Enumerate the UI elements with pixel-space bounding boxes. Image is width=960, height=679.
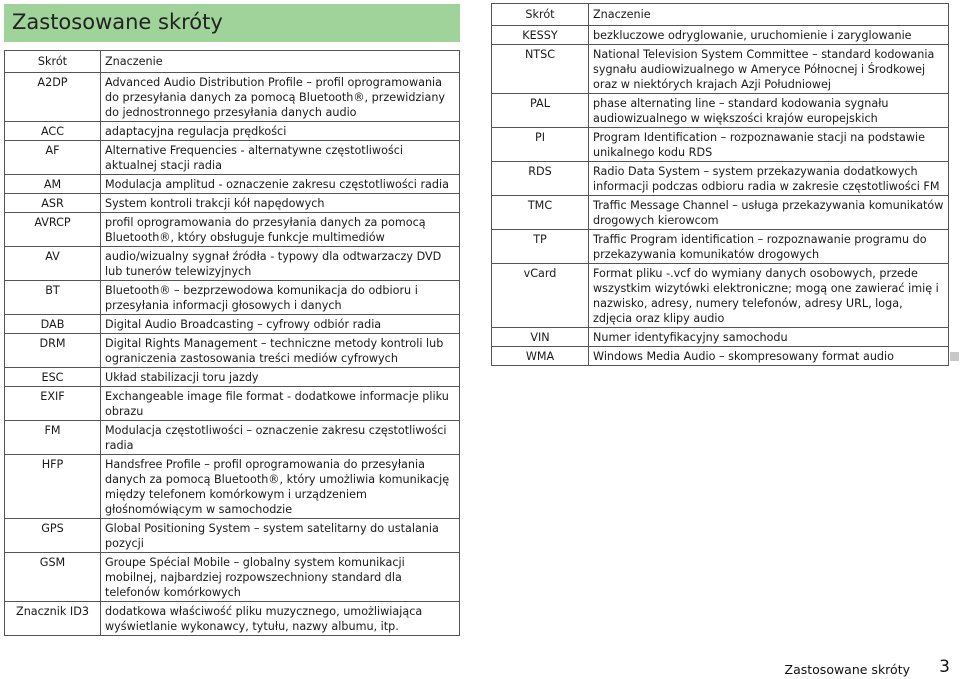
table-row — [5, 194, 460, 213]
abbreviation-cell: TMC — [492, 196, 589, 230]
abbreviation-cell: DAB — [5, 315, 101, 334]
table-row — [5, 368, 460, 387]
abbreviation-cell: A2DP — [5, 73, 101, 122]
meaning-cell: National Television System Committee – standard kodowania sygnału audiowizualnego w Ameryce Północnej i Środkowej oraz w niektórych krajach Azji Południowej — [589, 45, 949, 94]
abbreviation-cell: AM — [5, 175, 101, 194]
abbreviation-cell: EXIF — [5, 387, 101, 421]
abbreviation-cell: RDS — [492, 162, 589, 196]
abbreviation-cell: FM — [5, 421, 101, 455]
abbreviation-cell: BT — [5, 281, 101, 315]
abbreviation-cell: PI — [492, 128, 589, 162]
table-row — [492, 94, 949, 128]
table-row — [5, 553, 460, 602]
abbreviation-cell: ASR — [5, 194, 101, 213]
table-row — [5, 122, 460, 141]
table-row — [5, 334, 460, 368]
abbreviation-cell: DRM — [5, 334, 101, 368]
table-row — [5, 519, 460, 553]
meaning-cell: Exchangeable image file format - dodatkowe informacje pliku obrazu — [101, 387, 460, 421]
table-row — [5, 602, 460, 636]
table-header-row — [5, 51, 460, 73]
meaning-cell: Digital Audio Broadcasting – cyfrowy odbiór radia — [101, 315, 460, 334]
meaning-cell: Advanced Audio Distribution Profile – profil oprogramowania do przesyłania danych za pomocą Bluetooth®, przewidziany do jednostronnego przesyłania danych audio — [101, 73, 460, 122]
meaning-cell: Format pliku -.vcf do wymiany danych osobowych, przede wszystkim wizytówki elektroniczne; mogą one zawierać imię i nazwisko, adresy, numery telefonów, adresy URL, loga, zdjęcia oraz klipy audio — [589, 264, 949, 328]
abbreviations-table-right — [491, 3, 949, 366]
abbreviation-cell: AF — [5, 141, 101, 175]
table-row — [492, 196, 949, 230]
table-row — [5, 421, 460, 455]
abbreviation-cell: VIN — [492, 328, 589, 347]
table-row — [492, 347, 949, 366]
table-row — [492, 328, 949, 347]
meaning-cell: audio/wizualny sygnał źródła - typowy dla odtwarzaczy DVD lub tunerów telewizyjnych — [101, 247, 460, 281]
footer-section-title: Zastosowane skróty — [784, 662, 910, 677]
meaning-cell: dodatkowa właściwość pliku muzycznego, umożliwiająca wyświetlanie wykonawcy, tytułu, nazwy albumu, itp. — [101, 602, 460, 636]
table-row — [5, 281, 460, 315]
table-row — [5, 387, 460, 421]
table-row — [5, 315, 460, 334]
abbreviation-cell: GSM — [5, 553, 101, 602]
page-title: Zastosowane skróty — [4, 4, 460, 42]
meaning-cell: Radio Data System – system przekazywania dodatkowych informacji podczas odbioru radia w zakresie częstotliwości FM — [589, 162, 949, 196]
meaning-cell: Digital Rights Management – techniczne metody kontroli lub ograniczenia zastosowania treści mediów cyfrowych — [101, 334, 460, 368]
abbreviation-cell: ESC — [5, 368, 101, 387]
abbreviation-cell: Znacznik ID3 — [5, 602, 101, 636]
meaning-cell: Bluetooth® – bezprzewodowa komunikacja do odbioru i przesyłania informacji głosowych i danych — [101, 281, 460, 315]
abbreviations-table-left — [4, 50, 460, 636]
abbreviation-cell: AV — [5, 247, 101, 281]
column-header-meaning: Znaczenie — [101, 51, 460, 73]
meaning-cell: Modulacja częstotliwości – oznaczenie zakresu częstotliwości radia — [101, 421, 460, 455]
abbreviation-cell: TP — [492, 230, 589, 264]
meaning-cell: Global Positioning System – system satelitarny do ustalania pozycji — [101, 519, 460, 553]
abbreviation-cell: vCard — [492, 264, 589, 328]
abbreviation-cell: ACC — [5, 122, 101, 141]
table-row — [492, 264, 949, 328]
column-header-meaning: Znaczenie — [589, 4, 949, 26]
abbreviation-cell: AVRCP — [5, 213, 101, 247]
meaning-cell: Modulacja amplitud - oznaczenie zakresu częstotliwości radia — [101, 175, 460, 194]
table-row — [5, 247, 460, 281]
table-row — [5, 73, 460, 122]
table-header-row — [492, 4, 949, 26]
table-row — [5, 455, 460, 519]
meaning-cell: Alternative Frequencies - alternatywne częstotliwości aktualnej stacji radia — [101, 141, 460, 175]
meaning-cell: profil oprogramowania do przesyłania danych za pomocą Bluetooth®, który obsługuje funkcje multimediów — [101, 213, 460, 247]
meaning-cell: Układ stabilizacji toru jazdy — [101, 368, 460, 387]
meaning-cell: Handsfree Profile – profil oprogramowania do przesyłania danych za pomocą Bluetooth®, który umożliwia komunikację między telefonem komórkowym i urządzeniem głośnomówiącym w samochodzie — [101, 455, 460, 519]
meaning-cell: Traffic Program identification – rozpoznawanie programu do przekazywania komunikatów drogowych — [589, 230, 949, 264]
table-row — [492, 45, 949, 94]
table-row — [5, 213, 460, 247]
table-row — [5, 141, 460, 175]
end-of-section-marker — [950, 352, 959, 361]
meaning-cell: phase alternating line – standard kodowania sygnału audiowizualnego w większości krajów europejskich — [589, 94, 949, 128]
meaning-cell: Traffic Message Channel – usługa przekazywania komunikatów drogowych kierowcom — [589, 196, 949, 230]
abbreviation-cell: HFP — [5, 455, 101, 519]
abbreviation-cell: PAL — [492, 94, 589, 128]
meaning-cell: bezkluczowe odryglowanie, uruchomienie i zaryglowanie — [589, 26, 949, 45]
meaning-cell: Groupe Spécial Mobile – globalny system komunikacji mobilnej, najbardziej rozpowszechniony standard dla telefonów komórkowych — [101, 553, 460, 602]
abbreviation-cell: GPS — [5, 519, 101, 553]
meaning-cell: Numer identyfikacyjny samochodu — [589, 328, 949, 347]
page-number: 3 — [939, 657, 950, 677]
meaning-cell: Windows Media Audio – skompresowany format audio — [589, 347, 949, 366]
column-header-abbreviation: Skrót — [5, 51, 101, 73]
meaning-cell: Program Identification – rozpoznawanie stacji na podstawie unikalnego kodu RDS — [589, 128, 949, 162]
table-row — [492, 230, 949, 264]
table-row — [492, 26, 949, 45]
column-header-abbreviation: Skrót — [492, 4, 589, 26]
meaning-cell: System kontroli trakcji kół napędowych — [101, 194, 460, 213]
abbreviation-cell: NTSC — [492, 45, 589, 94]
meaning-cell: adaptacyjna regulacja prędkości — [101, 122, 460, 141]
abbreviation-cell: KESSY — [492, 26, 589, 45]
table-row — [5, 175, 460, 194]
abbreviation-cell: WMA — [492, 347, 589, 366]
table-row — [492, 162, 949, 196]
table-row — [492, 128, 949, 162]
